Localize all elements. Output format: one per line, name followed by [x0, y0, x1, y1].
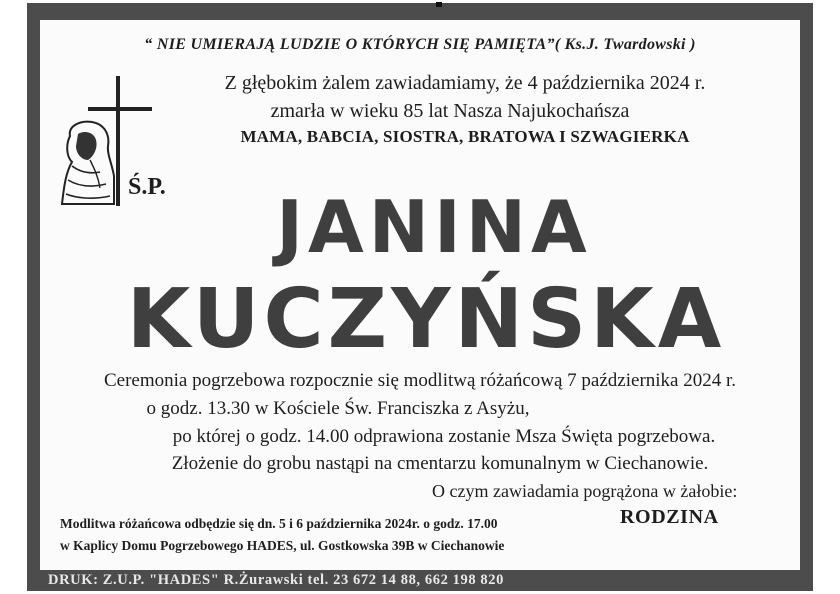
rosary-line-2: w Kaplicy Domu Pogrzebowego HADES, ul. Gostkowska 39B w Ciechanowie	[60, 538, 505, 553]
printer-footer: DRUK: Z.U.P. "HADES" R.Żurawski tel. 23 672 14 88, 662 198 820	[48, 572, 504, 588]
relations: MAMA, BABCIA, SIOSTRA, BRATOWA I SZWAGIERKA	[240, 127, 690, 146]
intro-line-2: zmarła w wieku 85 lat Nasza Najukochańsza	[270, 100, 630, 122]
family-signature: RODZINA	[620, 506, 719, 528]
deceased-first-name: JANINA	[276, 185, 592, 269]
rosary-info	[60, 513, 504, 557]
intro-line-1: Z głębokim żalem zawiadamiamy, że 4 października 2024 r.	[224, 72, 706, 94]
deceased-last-name: KUCZYŃSKA	[126, 272, 726, 367]
ceremony-line-1: Ceremonia pogrzebowa rozpocznie się modlitwą różańcową 7 października 2024 r.	[103, 370, 737, 391]
sp-abbreviation: Ś.P.	[128, 174, 166, 200]
ceremony-line-2: o godz. 13.30 w Kościele Św. Franciszka z Asyżu,	[146, 398, 530, 419]
ceremony-line-4: Złożenie do grobu nastąpi na cmentarzu komunalnym w Ciechanowie.	[171, 453, 709, 474]
quote: “ NIE UMIERAJĄ LUDZIE O KTÓRYCH SIĘ PAMIĘTA”( Ks.J. Twardowski )	[144, 36, 696, 53]
mourning-line: O czym zawiadamia pogrążona w żałobie:	[432, 481, 738, 501]
print-mark	[436, 2, 442, 7]
ceremony-line-3: po której o godz. 14.00 odprawiona zostanie Msza Święta pogrzebowa.	[172, 426, 716, 447]
rosary-line-1: Modlitwa różańcowa odbędzie się dn. 5 i 6 października 2024r. o godz. 17.00	[60, 516, 498, 531]
